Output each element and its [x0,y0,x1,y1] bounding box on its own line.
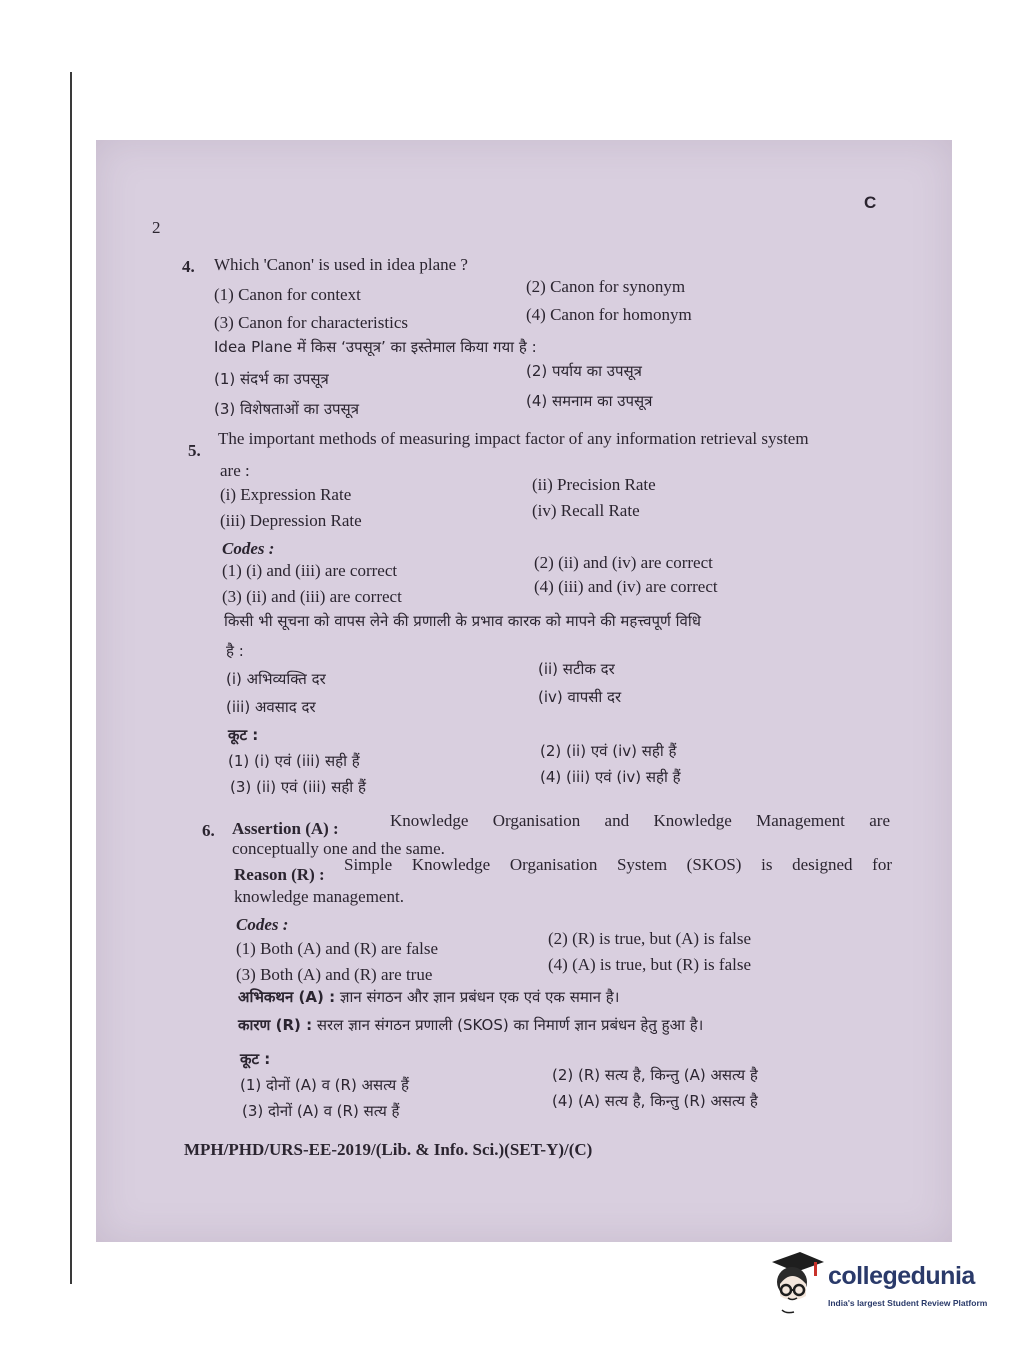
q5-code-2: (2) (ii) and (iv) are correct [534,553,713,572]
q4-option-1-hindi: (1) संदर्भ का उपसूत्र [214,370,329,388]
q5-code-3-hindi: (3) (ii) एवं (iii) सही हैं [230,778,366,796]
q4-option-1: (1) Canon for context [214,285,361,304]
q5-code-1: (1) (i) and (iii) are correct [222,561,398,580]
q4-option-2: (2) Canon for synonym [526,277,686,296]
q6-code-1: (1) Both (A) and (R) are false [236,939,439,958]
q6-reason-hindi-label: कारण (R) : [238,1016,313,1034]
q5-item-i-hindi: (i) अभिव्यक्ति दर [226,670,326,688]
q6-code-3-hindi: (3) दोनों (A) व (R) सत्य हैं [242,1102,400,1120]
q4-option-4-hindi: (4) समनाम का उपसूत्र [526,392,653,410]
q5-item-iv: (iv) Recall Rate [532,501,640,520]
q5-item-iii-hindi: (iii) अवसाद दर [226,698,316,716]
q5-code-1-hindi: (1) (i) एवं (iii) सही हैं [228,752,360,770]
logo-wordmark: collegedunia [828,1262,975,1290]
q5-stem-line2: are : [220,461,250,480]
collegedunia-logo[interactable] [766,1250,996,1322]
q4-stem: Which 'Canon' is used in idea plane ? [214,255,468,274]
q6-reason-label: Reason (R) : [234,865,325,884]
question-paper-page [96,140,952,1242]
q6-reason-hindi [238,1018,703,1033]
q5-item-ii-hindi: (ii) सटीक दर [538,660,615,678]
q4-option-2-hindi: (2) पर्याय का उपसूत्र [526,362,642,380]
q5-item-iii: (iii) Depression Rate [220,511,362,530]
q5-stem-line1: The important methods of measuring impact factor of any information retrieval system [218,429,809,448]
q6-code-3: (3) Both (A) and (R) are true [236,965,433,984]
page-number: 2 [152,218,161,237]
q6-reason-line2: knowledge management. [234,887,404,906]
q5-code-4-hindi: (4) (iii) एवं (iv) सही हैं [540,768,681,786]
q6-reason-line1: Simple Knowledge Organisation System (SKOS) is designed for [344,855,892,874]
mascot-icon [766,1250,826,1322]
q5-codes-label-hindi: कूट : [228,726,259,744]
q6-assertion-line2: conceptually one and the same. [232,839,445,858]
q6-assertion-line1: Knowledge Organisation and Knowledge Management are [390,811,890,830]
logo-tagline: India's largest Student Review Platform [828,1298,988,1308]
q6-number: 6. [202,821,215,840]
q5-code-2-hindi: (2) (ii) एवं (iv) सही हैं [540,742,677,760]
q6-code-2: (2) (R) is true, but (A) is false [548,929,752,948]
set-letter: C [864,193,877,212]
q6-assertion-hindi-text: ज्ञान संगठन और ज्ञान प्रबंधन एक एवं एक समान है। [339,988,620,1006]
q5-codes-label: Codes : [222,539,275,558]
q6-reason-hindi-text: सरल ज्ञान संगठन प्रणाली (SKOS) का निमार्ण ज्ञान प्रबंधन हेतु हुआ है। [316,1016,704,1034]
q6-code-1-hindi: (1) दोनों (A) व (R) असत्य हैं [240,1076,409,1094]
q4-option-3-hindi: (3) विशेषताओं का उपसूत्र [214,400,359,418]
q6-code-4: (4) (A) is true, but (R) is false [548,955,752,974]
q5-item-i: (i) Expression Rate [220,485,352,504]
q5-stem-hindi-line1: किसी भी सूचना को वापस लेने की प्रणाली के प्रभाव कारक को मापने की महत्त्वपूर्ण विधि [224,612,701,630]
q5-number: 5. [188,441,201,460]
q6-assertion-hindi [238,990,619,1005]
scan-frame-edge [70,72,72,1284]
q5-item-ii: (ii) Precision Rate [532,475,656,494]
q6-assertion-label: Assertion (A) : [232,819,339,838]
q6-codes-label: Codes : [236,915,289,934]
q4-number: 4. [182,257,195,276]
q4-option-3: (3) Canon for characteristics [214,313,408,332]
q4-option-4: (4) Canon for homonym [526,305,692,324]
q5-code-4: (4) (iii) and (iv) are correct [534,577,718,596]
q6-code-4-hindi: (4) (A) सत्य है, किन्तु (R) असत्य है [552,1092,758,1110]
q6-codes-label-hindi: कूट : [240,1050,271,1068]
q5-code-3: (3) (ii) and (iii) are correct [222,587,402,606]
q5-item-iv-hindi: (iv) वापसी दर [538,688,622,706]
q6-code-2-hindi: (2) (R) सत्य है, किन्तु (A) असत्य है [552,1066,758,1084]
paper-code-footer: MPH/PHD/URS-EE-2019/(Lib. & Info. Sci.)(SET-Y)/(C) [184,1140,593,1159]
q6-assertion-hindi-label: अभिकथन (A) : [238,988,336,1006]
q5-stem-hindi-line2: है : [226,642,244,660]
q4-stem-hindi: Idea Plane में किस ‘उपसूत्र’ का इस्तेमाल किया गया है : [214,338,537,356]
